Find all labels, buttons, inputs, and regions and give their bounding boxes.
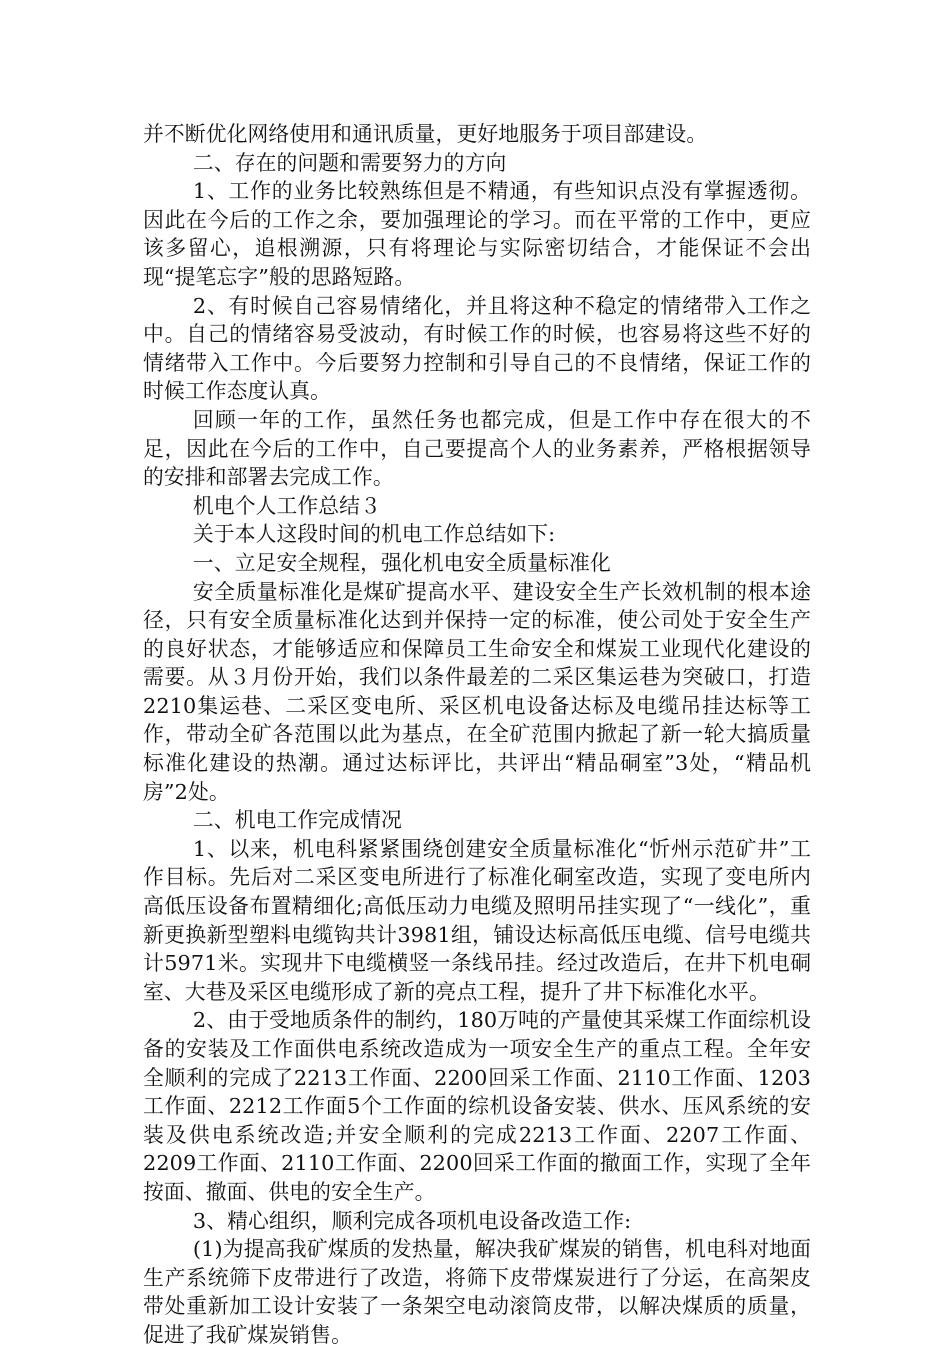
paragraph-completion-1: 1、以来，机电科紧紧围绕创建安全质量标准化“忻州示范矿井”工作目标。先后对二采区变电所进行了标准化硐室改造，实现了变电所内高低压设备布置精细化;高低压动力电缆及照明吊挂实现了“一线化”，重新更换新型塑料电缆钩共计3981组，铺设达标高低压电缆、信号电缆共计5971米。实现井下电缆横竖一条线吊挂。经过改造后，在井下机电硐室、大巷及采区电缆形成了新的亮点工程，提升了井下标准化水平。 (143, 836, 811, 1004)
paragraph-completion-3-1: (1)为提高我矿煤质的发热量，解决我矿煤炭的销售，机电科对地面生产系统筛下皮带进行了改造，将筛下皮带煤炭进行了分运，在高架皮带处重新加工设计安装了一条架空电动滚筒皮带，以解决煤质的质量，促进了我矿煤炭销售。 (143, 1237, 811, 1347)
paragraph-intro: 关于本人这段时间的机电工作总结如下: (192, 522, 556, 547)
paragraph-problem-2: 2、有时候自己容易情绪化，并且将这种不稳定的情绪带入工作之中。自己的情绪容易受波动，有时候工作的时候，也容易将这些不好的情绪带入工作中。今后要努力控制和引导自己的不良情绪，保证工作的时候工作态度认真。 (143, 293, 811, 404)
heading-problems-direction: 二、存在的问题和需要努力的方向 (192, 150, 507, 175)
paragraph-completion-3: 3、精心组织，顺利完成各项机电设备改造工作: (192, 1208, 632, 1233)
heading-work-completion: 二、机电工作完成情况 (192, 808, 402, 833)
paragraph-completion-2: 2、由于受地质条件的制约，180万吨的产量使其采煤工作面综机设备的安装及工作面供电系统改造成为一项安全生产的重点工程。全年安全顺利的完成了2213工作面、2200回采工作面、2110工作面、1203工作面、2212工作面5个工作面的综机设备安装、供水、压风系统的安装及供电系统改造;并安全顺利的完成2213工作面、2207工作面、2209工作面、2110工作面、2200回采工作面的撤面工作，实现了全年按面、撤面、供电的安全生产。 (143, 1008, 811, 1204)
paragraph-problem-1: 1、工作的业务比较熟练但是不精通，有些知识点没有掌握透彻。因此在今后的工作之余，要加强理论的学习。而在平常的工作中，更应该多留心，追根溯源，只有将理论与实际密切结合，才能保证不会出现“提笔忘字”般的思路短路。 (143, 179, 811, 289)
paragraph-network-quality: 并不断优化网络使用和通讯质量，更好地服务于项目部建设。 (143, 122, 708, 146)
document-page (143, 120, 811, 1350)
section-title-summary-3: 机电个人工作总结３ (192, 493, 381, 518)
paragraph-safety-standardization: 安全质量标准化是煤矿提高水平、建设安全生产长效机制的根本途径，只有安全质量标准化达到并保持一定的标准，使公司处于安全生产的良好状态，才能够适应和保障员工生命安全和煤炭工业现代化建设的需要。从３月份开始，我们以条件最差的二采区集运巷为突破口，打造2210集运巷、二采区变电所、采区机电设备达标及电缆吊挂达标等工作，带动全矿各范围以此为基点，在全矿范围内掀起了新一轮大搞质量标准化建设的热潮。通过达标评比，共评出“精品硐室”3处，“精品机房”2处。 (143, 579, 811, 804)
heading-safety-rules: 一、立足安全规程，强化机电安全质量标准化 (192, 550, 611, 575)
paragraph-year-review: 回顾一年的工作，虽然任务也都完成，但是工作中存在很大的不足，因此在今后的工作中，自己要提高个人的业务素养，严格根据领导的安排和部署去完成工作。 (143, 407, 811, 490)
